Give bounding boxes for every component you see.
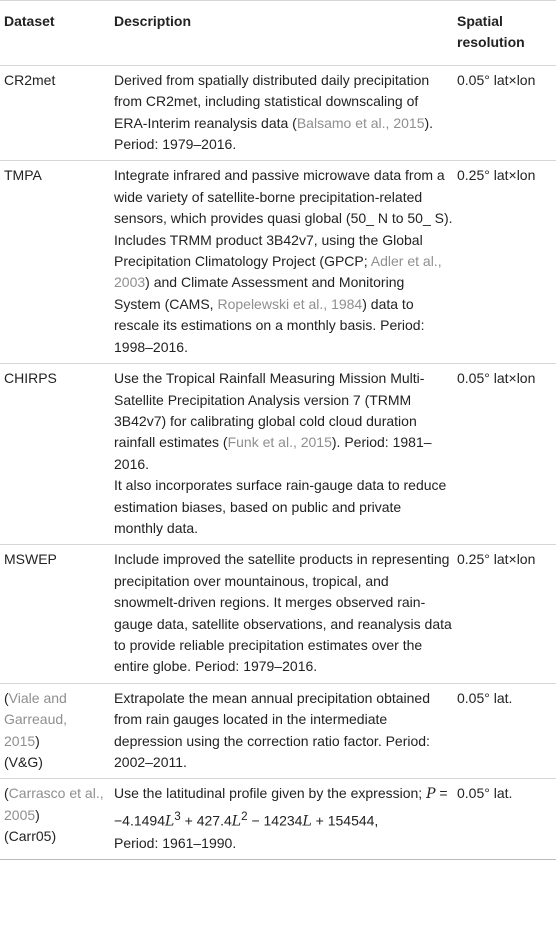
table-row <box>0 779 556 860</box>
dataset-name: CHIRPS <box>0 364 108 545</box>
dataset-description <box>108 364 455 545</box>
dataset-paren: ) <box>35 806 40 823</box>
citation-link[interactable]: Balsamo et al., 2015 <box>296 114 425 131</box>
dataset-description: Include improved the satellite products in representing precipitation over mountainous, tropical, and snowmelt-driven regions. It merges observed rain-gauge data, satellite observations, and reanalysis data to provide reliable precipitation estimates over the entire globe. Period: 1979–2016. <box>108 545 455 683</box>
dataset-name: TMPA <box>0 161 108 364</box>
description-text: Integrate infrared and passive microwave data from a wide variety of satellite-borne precipitation-related sensors, which provides quasi global (50_ N to 50_ S). Includes TRMM product 3B42v7, using the Global Precipitation Climatology Project (GPCP; <box>114 167 453 270</box>
dataset-paren: ( <box>4 785 9 802</box>
table-row <box>0 161 556 364</box>
equation-variable-l: L <box>302 813 312 830</box>
description-text: Use the Tropical Rainfall Measuring Mission Multi-Satellite Precipitation Analysis version 7 (TRMM 3B42v7) for calibrating global cold cloud duration rainfall estimates ( <box>114 370 425 451</box>
table-row <box>0 683 556 779</box>
dataset-description <box>108 65 455 161</box>
citation-link[interactable]: Adler et al., 2003 <box>114 253 442 291</box>
dataset-resolution: 0.25° lat×lon <box>455 161 556 364</box>
dataset-paren: ( <box>4 689 9 706</box>
equation-equals: = <box>435 785 448 802</box>
description-period: Period: 1961–1990. <box>114 834 237 851</box>
dataset-description: Extrapolate the mean annual precipitation obtained from rain gauges located in the intermediate depression using the correction ratio factor. Period: 2002–2011. <box>108 683 455 779</box>
table-row <box>0 364 556 545</box>
dataset-resolution: 0.25° lat×lon <box>455 545 556 683</box>
equation-variable-l: L <box>165 813 175 830</box>
dataset-resolution: 0.05° lat. <box>455 683 556 779</box>
equation-term: + 154544, <box>311 812 379 829</box>
equation-term: −4.1494 <box>114 812 165 829</box>
citation-link[interactable]: Carrasco et al., 2005 <box>4 785 104 823</box>
dataset-abbreviation: (Carr05) <box>4 828 57 845</box>
description-text: ). Period: 1981–2016. <box>114 434 432 472</box>
dataset-description <box>108 779 455 860</box>
equation-exponent: 3 <box>174 809 181 823</box>
table-row <box>0 65 556 161</box>
equation-term: + 427.4 <box>180 812 232 829</box>
dataset-description <box>108 161 455 364</box>
description-text: ) and Climate Assessment and Monitoring System (CAMS, <box>114 274 405 312</box>
equation-variable-p: P <box>426 786 436 803</box>
dataset-paren: ) <box>35 732 40 749</box>
header-resolution-line2: resolution <box>457 34 525 51</box>
description-text: Derived from spatially distributed daily precipitation from CR2met, including statistical downscaling of ERA-Interim reanalysis data ( <box>114 71 430 131</box>
equation-expression <box>114 806 453 833</box>
header-description: Description <box>108 1 455 66</box>
citation-link[interactable]: Viale and Garreaud, 2015 <box>4 689 68 749</box>
header-dataset: Dataset <box>0 1 108 66</box>
citation-link[interactable]: Ropelewski et al., 1984 <box>217 295 363 312</box>
dataset-name <box>0 683 108 779</box>
dataset-name <box>0 779 108 860</box>
dataset-name: MSWEP <box>0 545 108 683</box>
dataset-abbreviation: (V&G) <box>4 754 43 770</box>
header-row <box>0 1 556 66</box>
header-resolution-line1: Spatial <box>457 13 503 29</box>
description-extra: It also incorporates surface rain-gauge data to reduce estimation biases, based on public and private monthly data. <box>114 477 447 536</box>
description-text: ). Period: 1979–2016. <box>114 114 434 153</box>
header-spatial-resolution <box>455 1 556 66</box>
citation-link[interactable]: Funk et al., 2015 <box>227 434 332 451</box>
dataset-resolution: 0.05° lat. <box>455 779 556 860</box>
dataset-resolution: 0.05° lat×lon <box>455 364 556 545</box>
table-row <box>0 545 556 683</box>
dataset-name: CR2met <box>0 65 108 161</box>
dataset-resolution: 0.05° lat×lon <box>455 65 556 161</box>
description-text: Use the latitudinal profile given by the expression; <box>114 785 427 802</box>
equation-exponent: 2 <box>241 809 248 823</box>
equation-variable-l: L <box>231 813 242 830</box>
description-text: ) data to rescale its estimations on a monthly basis. Period: 1998–2016. <box>114 295 425 355</box>
equation-term: − 14234 <box>247 812 303 829</box>
